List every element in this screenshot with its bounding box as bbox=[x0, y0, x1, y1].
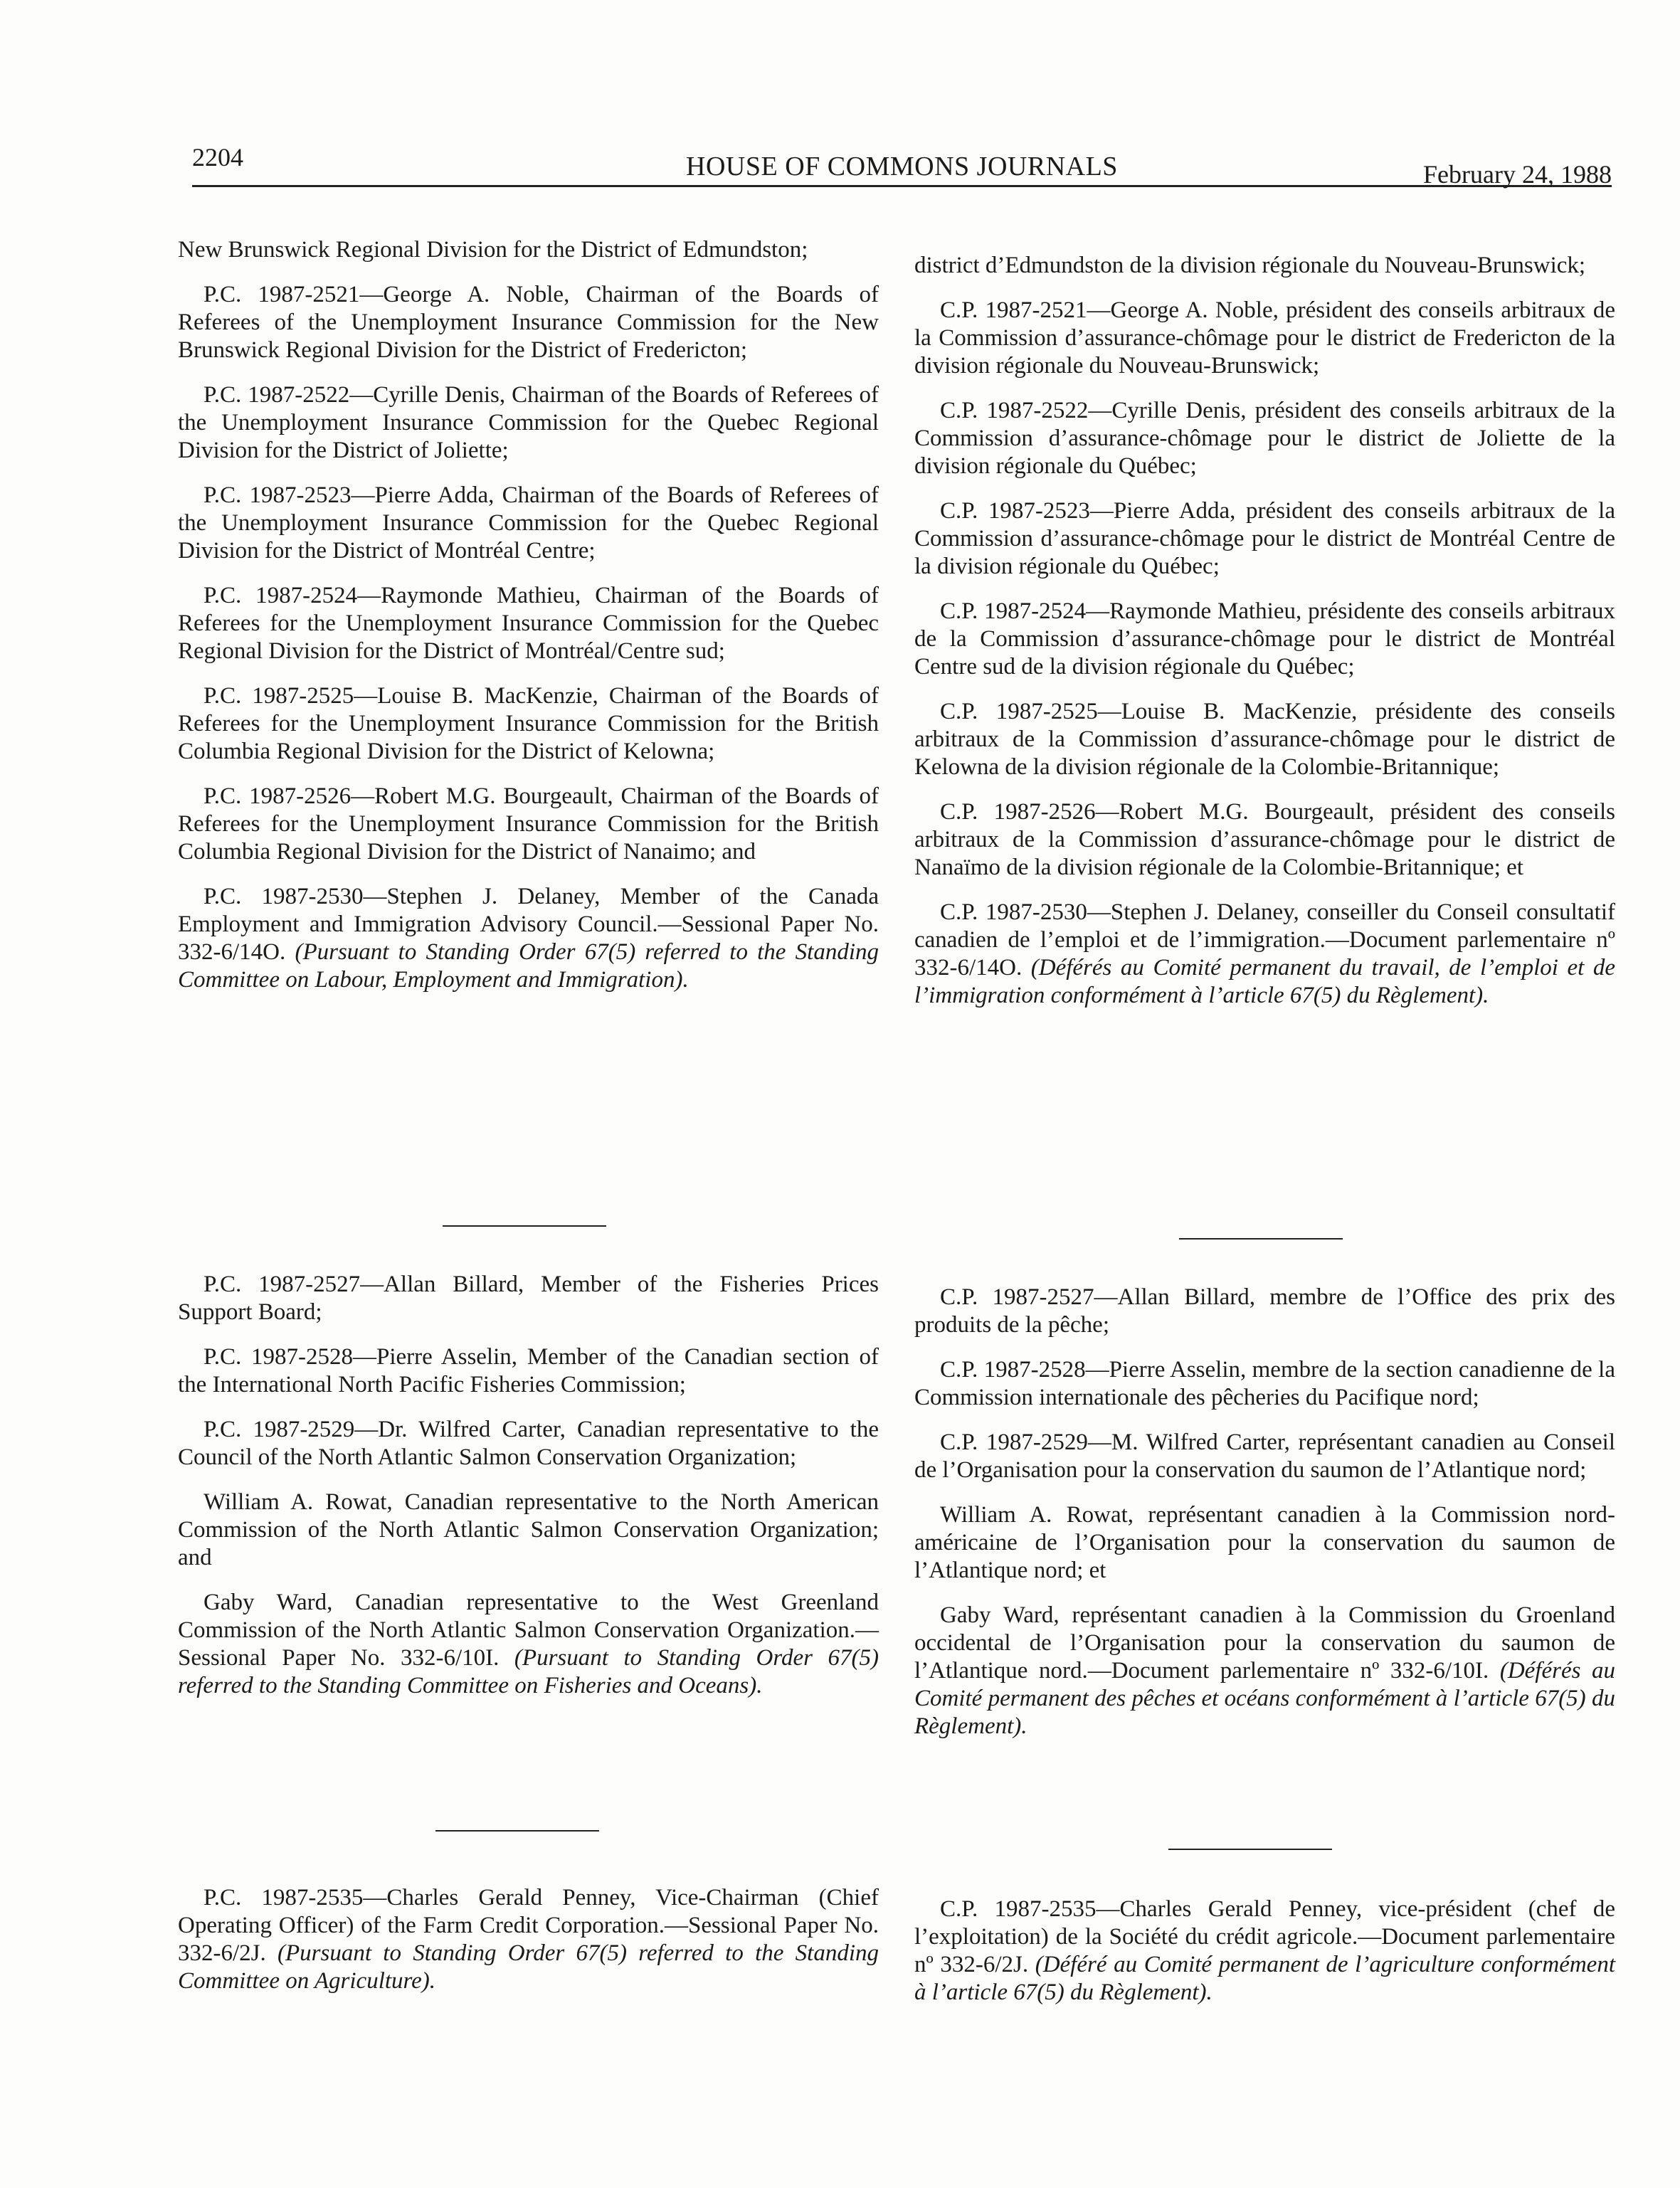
entry: C.P. 1987-2526—Robert M.G. Bourgeault, président des conseils arbitraux de la Commission d’assurance-chômage pour le district de Nanaïmo de la division régionale de la Colombie-Britannique; et bbox=[914, 799, 1615, 880]
entry: Gaby Ward, Canadian representative to the West Greenland Commission of the North Atlantic Salmon Conservation Organization.—Sessional Paper No. 332-6/10I. (Pursuant to Standing Order 67(5) referred to the Standing Committee on Fisheries and Oceans). bbox=[178, 1590, 879, 1698]
entry: C.P. 1987-2522—Cyrille Denis, président des conseils arbitraux de la Commission d’assurance-chômage pour le district de Joliette de la division régionale du Québec; bbox=[914, 398, 1615, 479]
entry: P.C. 1987-2524—Raymonde Mathieu, Chairman of the Boards of Referees for the Unemployment Insurance Commission for the Quebec Regional Division for the District of Montréal/Centre sud; bbox=[178, 583, 879, 664]
referral-note: (Pursuant to Standing Order 67(5) referred to the Standing Committee on Fisheries and Oceans). bbox=[178, 1645, 879, 1698]
entry: C.P. 1987-2523—Pierre Adda, président des conseils arbitraux de la Commission d’assurance-chômage pour le district de Montréal Centre de la division régionale du Québec; bbox=[914, 498, 1615, 579]
entry: P.C. 1987-2522—Cyrille Denis, Chairman of the Boards of Referees of the Unemployment Insurance Commission for the Quebec Regional Division for the District of Joliette; bbox=[178, 382, 879, 463]
section-divider bbox=[1168, 1849, 1332, 1850]
referral-note: (Pursuant to Standing Order 67(5) referred to the Standing Committee on Labour, Employment and Immigration). bbox=[178, 939, 879, 993]
section-divider bbox=[435, 1830, 599, 1832]
entry: C.P. 1987-2530—Stephen J. Delaney, conseiller du Conseil consultatif canadien de l’emploi et de l’immigration.—Document parlementaire nº 332-6/14O. (Déférés au Comité permanent du travail, de l’emploi et de l’immigration conformément à l’article 67(5) du Règlement). bbox=[914, 899, 1615, 1008]
entry: C.P. 1987-2529—M. Wilfred Carter, représentant canadien au Conseil de l’Organisation pour la conservation du saumon de l’Atlantique nord; bbox=[914, 1429, 1615, 1483]
referral-note: (Déférés au Comité permanent du travail, de l’emploi et de l’immigration conformément à l’article 67(5) du Règlement). bbox=[914, 955, 1615, 1008]
referral-note: (Déféré au Comité permanent de l’agriculture conformément à l’article 67(5) du Règlement). bbox=[914, 1952, 1615, 2005]
entry: C.P. 1987-2528—Pierre Asselin, membre de la section canadienne de la Commission internationale des pêcheries du Pacifique nord; bbox=[914, 1357, 1615, 1410]
entry: P.C. 1987-2521—George A. Noble, Chairman of the Boards of Referees of the Unemployment Insurance Commission for the New Brunswick Regional Division for the District of Fredericton; bbox=[178, 282, 879, 363]
page-number: 2204 bbox=[192, 143, 243, 171]
entry: district d’Edmundston de la division régionale du Nouveau-Brunswick; bbox=[914, 253, 1586, 278]
section-3-english-column bbox=[178, 1884, 879, 2012]
entry: New Brunswick Regional Division for the District of Edmundston; bbox=[178, 237, 808, 263]
header-date: February 24, 1988 bbox=[1423, 160, 1612, 189]
entry: P.C. 1987-2535—Charles Gerald Penney, Vice-Chairman (Chief Operating Officer) of the Farm Credit Corporation.—Sessional Paper No. 332-6/2J. (Pursuant to Standing Order 67(5) referred to the Standing Committee on Agriculture). bbox=[178, 1885, 879, 1994]
running-head bbox=[192, 142, 1612, 187]
section-1-english-column bbox=[178, 236, 879, 1011]
entry: P.C. 1987-2530—Stephen J. Delaney, Member of the Canada Employment and Immigration Advisory Council.—Sessional Paper No. 332-6/14O. (Pursuant to Standing Order 67(5) referred to the Standing Committee on Labour, Employment and Immigration). bbox=[178, 884, 879, 993]
entry: P.C. 1987-2527—Allan Billard, Member of the Fisheries Prices Support Board; bbox=[178, 1272, 879, 1325]
entry: Gaby Ward, représentant canadien à la Commission du Groenland occidental de l’Organisation pour la conservation du saumon de l’Atlantique nord.—Document parlementaire nº 332-6/10I. (Déférés au Comité permanent des pêches et océans conformément à l’article 67(5) du Règlement). bbox=[914, 1602, 1615, 1739]
entry: P.C. 1987-2523—Pierre Adda, Chairman of the Boards of Referees of the Unemployment Insurance Commission for the Quebec Regional Division for the District of Montréal Centre; bbox=[178, 482, 879, 564]
entry: C.P. 1987-2524—Raymonde Mathieu, présidente des conseils arbitraux de la Commission d’assurance-chômage pour le district de Montréal Centre sud de la division régionale du Québec; bbox=[914, 598, 1615, 680]
section-1-french-column bbox=[914, 252, 1615, 1027]
section-3-french-column bbox=[914, 1896, 1615, 2024]
journal-title: HOUSE OF COMMONS JOURNALS bbox=[686, 152, 1118, 181]
entry: P.C. 1987-2528—Pierre Asselin, Member of the Canadian section of the International North Pacific Fisheries Commission; bbox=[178, 1344, 879, 1397]
section-divider bbox=[443, 1225, 606, 1227]
entry: William A. Rowat, Canadian representative to the North American Commission of the North Atlantic Salmon Conservation Organization; and bbox=[178, 1489, 879, 1570]
referral-note: (Pursuant to Standing Order 67(5) referred to the Standing Committee on Agriculture). bbox=[178, 1940, 879, 1994]
entry: C.P. 1987-2521—George A. Noble, président des conseils arbitraux de la Commission d’assurance-chômage pour le district de Fredericton de la division régionale du Nouveau-Brunswick; bbox=[914, 297, 1615, 379]
entry: C.P. 1987-2535—Charles Gerald Penney, vice-président (chef de l’exploitation) de la Société du crédit agricole.—Document parlementaire nº 332-6/2J. (Déféré au Comité permanent de l’agriculture conformément à l’article 67(5) du Règlement). bbox=[914, 1896, 1615, 2005]
referral-note: (Déférés au Comité permanent des pêches et océans conformément à l’article 67(5) du Règlement). bbox=[914, 1658, 1615, 1739]
entry: P.C. 1987-2529—Dr. Wilfred Carter, Canadian representative to the Council of the North Atlantic Salmon Conservation Organization; bbox=[178, 1417, 879, 1470]
section-2-french-column bbox=[914, 1284, 1615, 1758]
section-divider bbox=[1179, 1238, 1343, 1240]
entry: C.P. 1987-2525—Louise B. MacKenzie, présidente des conseils arbitraux de la Commission d’assurance-chômage pour le district de Kelowna de la division régionale de la Colombie-Britannique; bbox=[914, 699, 1615, 780]
section-2-english-column bbox=[178, 1271, 879, 1717]
entry: P.C. 1987-2526—Robert M.G. Bourgeault, Chairman of the Boards of Referees for the Unemployment Insurance Commission for the British Columbia Regional Division for the District of Nanaimo; and bbox=[178, 783, 879, 865]
entry: P.C. 1987-2525—Louise B. MacKenzie, Chairman of the Boards of Referees for the Unemployment Insurance Commission for the British Columbia Regional Division for the District of Kelowna; bbox=[178, 683, 879, 764]
entry: C.P. 1987-2527—Allan Billard, membre de l’Office des prix des produits de la pêche; bbox=[914, 1284, 1615, 1338]
entry: William A. Rowat, représentant canadien à la Commission nord-américaine de l’Organisation pour la conservation du saumon de l’Atlantique nord; et bbox=[914, 1502, 1615, 1583]
